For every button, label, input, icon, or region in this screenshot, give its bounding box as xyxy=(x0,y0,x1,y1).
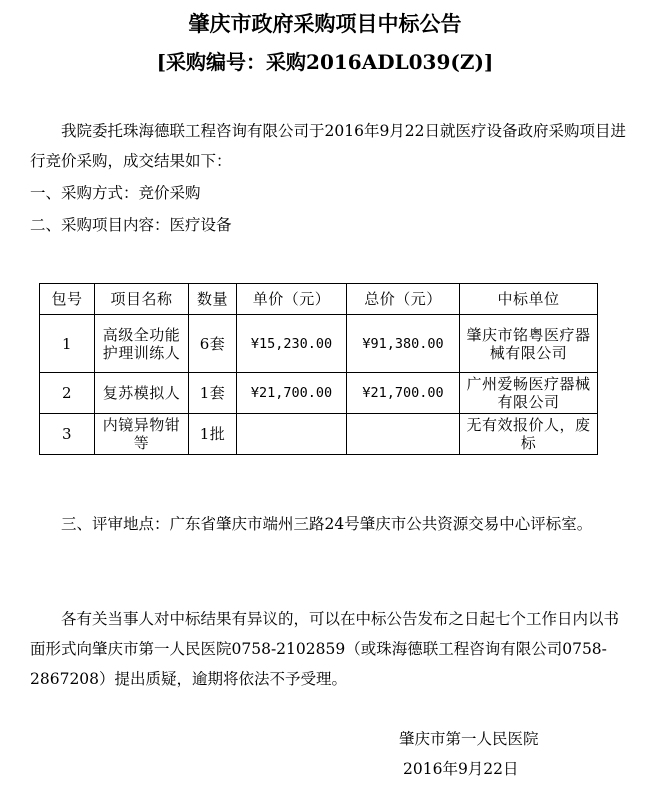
cell-item-name: 高级全功能护理训练人 xyxy=(95,315,189,373)
objection-notice: 各有关当事人对中标结果有异议的，可以在中标公告发布之日起七个工作日内以书面形式向肇庆市第一人民医院0758-2102859（或珠海德联工程咨询有限公司0758-2867208）提出质疑，逾期将依法不予受理。 xyxy=(30,610,620,688)
header-unit-price: 单价（元） xyxy=(237,284,347,315)
cell-quantity: 6套 xyxy=(189,315,237,373)
cell-item-name: 内镜异物钳等 xyxy=(95,414,189,455)
procurement-content: 二、采购项目内容：医疗设备 xyxy=(30,216,232,234)
cell-unit-price xyxy=(237,414,347,455)
cell-package-no: 1 xyxy=(40,315,95,373)
header-total-price: 总价（元） xyxy=(347,284,460,315)
table-row xyxy=(40,373,598,414)
table-row xyxy=(40,414,598,455)
procurement-number: [采购编号：采购2016ADL039(Z)] xyxy=(156,50,494,74)
cell-package-no: 2 xyxy=(40,373,95,414)
cell-total-price: ¥91,380.00 xyxy=(347,315,460,373)
cell-winning-bidder: 无有效报价人，废标 xyxy=(460,414,598,455)
cell-total-price: ¥21,700.00 xyxy=(347,373,460,414)
header-quantity: 数量 xyxy=(189,284,237,315)
cell-quantity: 1批 xyxy=(189,414,237,455)
cell-package-no: 3 xyxy=(40,414,95,455)
cell-unit-price: ¥15,230.00 xyxy=(237,315,347,373)
review-location: 三、评审地点：广东省肇庆市端州三路24号肇庆市公共资源交易中心评标室。 xyxy=(61,515,593,533)
header-item-name: 项目名称 xyxy=(95,284,189,315)
table-row xyxy=(40,315,598,373)
cell-total-price xyxy=(347,414,460,455)
cell-unit-price: ¥21,700.00 xyxy=(237,373,347,414)
page-title: 肇庆市政府采购项目中标公告 xyxy=(188,11,462,36)
header-winning-bidder: 中标单位 xyxy=(460,284,598,315)
header-package-no: 包号 xyxy=(40,284,95,315)
cell-winning-bidder: 广州爱畅医疗器械有限公司 xyxy=(460,373,598,414)
cell-winning-bidder: 肇庆市铭粤医疗器械有限公司 xyxy=(460,315,598,373)
award-table xyxy=(39,283,598,455)
cell-item-name: 复苏模拟人 xyxy=(95,373,189,414)
signature-date: 2016年9月22日 xyxy=(403,760,519,778)
signature-organization: 肇庆市第一人民医院 xyxy=(399,730,539,748)
table-header-row xyxy=(40,284,598,315)
procurement-method: 一、采购方式：竞价采购 xyxy=(30,184,201,202)
cell-quantity: 1套 xyxy=(189,373,237,414)
intro-paragraph: 我院委托珠海德联工程咨询有限公司于2016年9月22日就医疗设备政府采购项目进行竞价采购，成交结果如下： xyxy=(30,122,627,170)
